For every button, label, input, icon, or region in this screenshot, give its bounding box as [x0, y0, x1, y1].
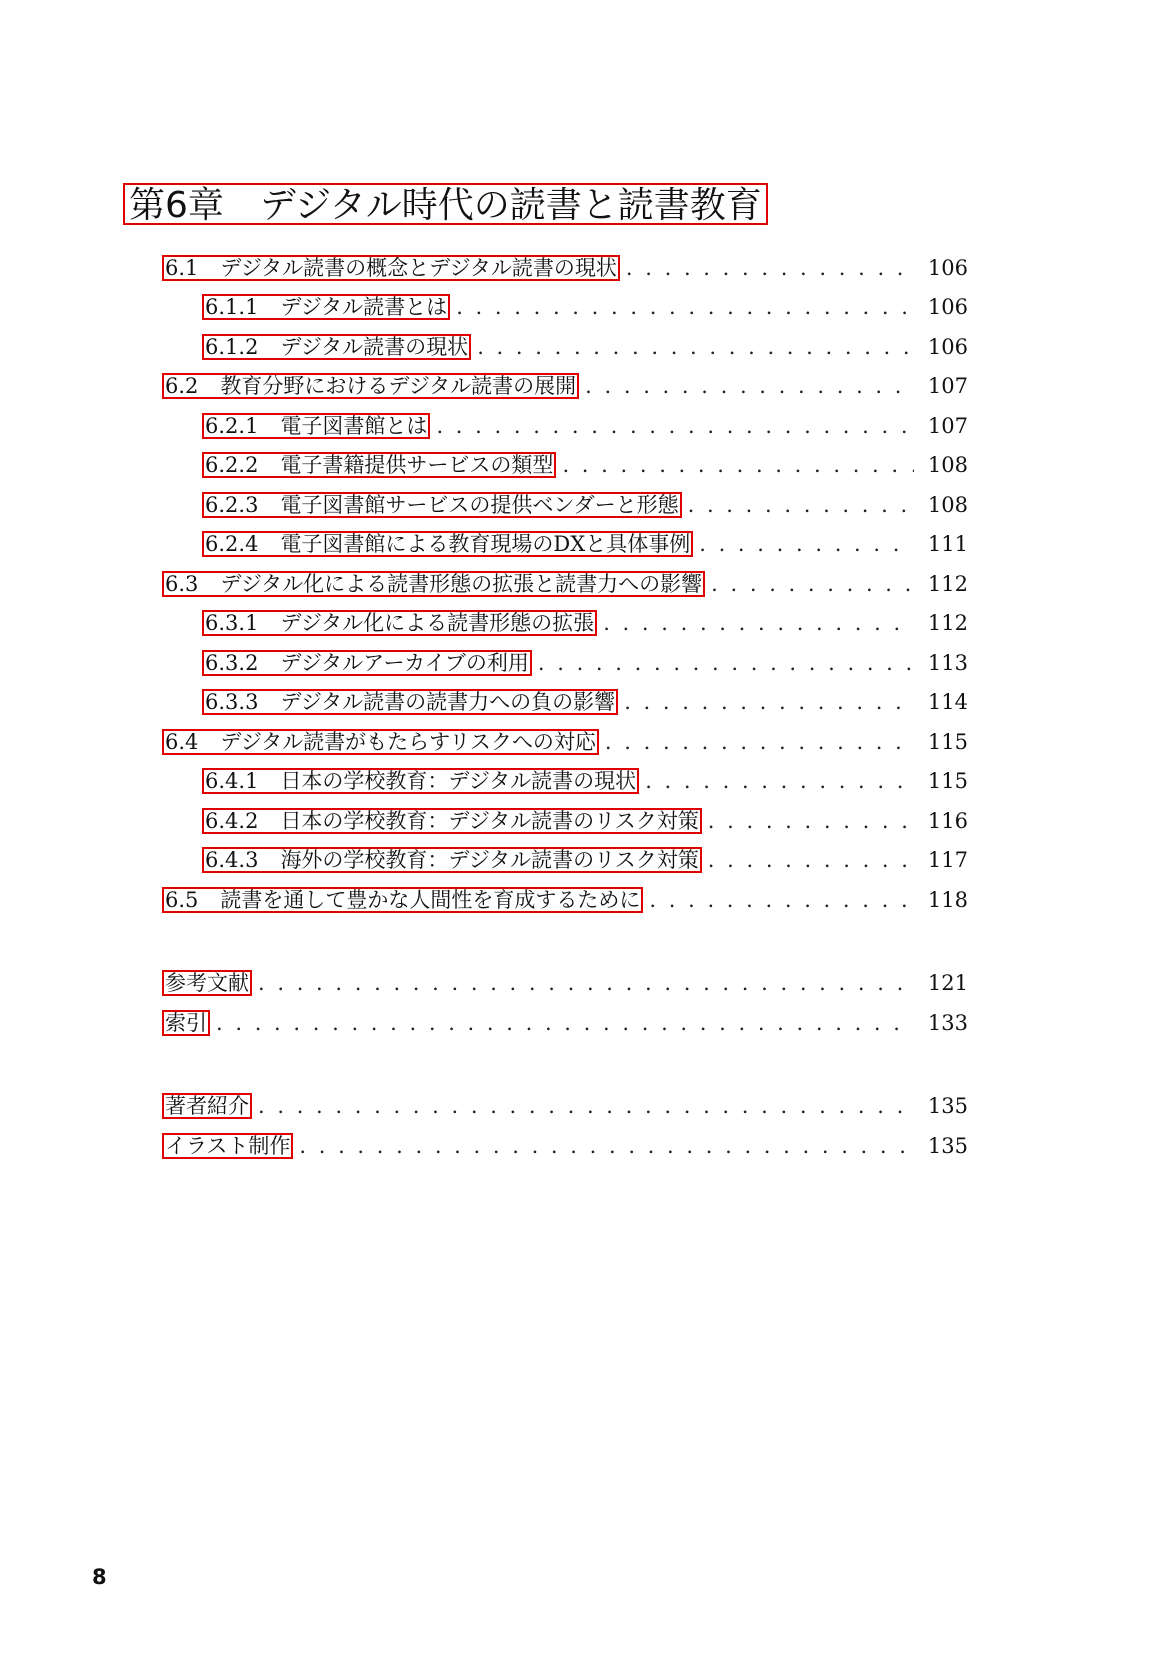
- section-title: デジタル読書の概念とデジタル読書の現状: [220, 255, 617, 280]
- toc-entry-6-3-3[interactable]: [162, 683, 968, 723]
- toc-entry-6-2[interactable]: [162, 367, 968, 407]
- section-number: 6.1.2: [205, 334, 259, 359]
- toc-entry-label: [202, 689, 618, 715]
- section-title: 参考文献: [165, 971, 249, 996]
- section-number: 6.1.1: [205, 295, 259, 320]
- dot-leader: [258, 1093, 914, 1119]
- section-title: 読書を通して豊かな人間性を育成するために: [220, 887, 641, 912]
- section-title: 電子図書館とは: [280, 413, 428, 438]
- dot-leader: [436, 413, 914, 439]
- dot-leader: [299, 1133, 914, 1159]
- toc-entry-label: [202, 768, 639, 794]
- toc-entry-label: [162, 887, 643, 913]
- dot-leader: [626, 255, 914, 281]
- toc-entry-references[interactable]: [162, 964, 968, 1004]
- toc-entry-6-1[interactable]: [162, 248, 968, 288]
- toc-entry-label: [202, 452, 556, 478]
- section-title: 電子図書館による教育現場のDXと具体事例: [280, 532, 691, 557]
- page-ref: 107: [927, 374, 968, 399]
- toc-entry-6-4[interactable]: [162, 722, 968, 762]
- section-number: 6.3.1: [205, 611, 259, 636]
- toc-entry-label: [162, 1093, 252, 1119]
- toc-entry-label: [202, 808, 702, 834]
- toc-entry-label: [162, 1010, 210, 1036]
- toc-entry-label: [202, 847, 702, 873]
- toc-entry-6-2-2[interactable]: [162, 446, 968, 486]
- page-ref: 115: [927, 769, 968, 794]
- page-ref: 112: [927, 611, 968, 636]
- toc-entry-6-3-1[interactable]: [162, 604, 968, 644]
- section-number: 6.2.2: [205, 453, 259, 478]
- toc-entry-6-1-1[interactable]: [162, 288, 968, 328]
- toc-entry-label: [202, 294, 450, 320]
- section-number: 6.5: [165, 887, 199, 912]
- page-ref: 116: [927, 808, 968, 833]
- page-ref: 106: [927, 295, 968, 320]
- toc-entry-label: [162, 373, 579, 399]
- section-number: 6.2.3: [205, 492, 259, 517]
- section-title: デジタル読書とは: [280, 295, 448, 320]
- dot-leader: [688, 492, 914, 518]
- section-title: デジタル読書の読書力への負の影響: [280, 690, 616, 715]
- dot-leader: [258, 970, 914, 996]
- dot-leader: [585, 373, 914, 399]
- toc-entry-label: [162, 255, 620, 281]
- toc-entry-label: [202, 334, 471, 360]
- section-title: 教育分野におけるデジタル読書の展開: [220, 374, 577, 399]
- section-number: 6.4.1: [205, 769, 259, 794]
- page-ref: 133: [927, 1010, 968, 1035]
- section-title: 電子図書館サービスの提供ベンダーと形態: [280, 492, 679, 517]
- dot-leader: [645, 768, 914, 794]
- section-title: 日本の学校教育：デジタル読書のリスク対策: [280, 808, 699, 833]
- section-number: 6.4.3: [205, 848, 259, 873]
- dot-leader: [708, 847, 914, 873]
- page-ref: 114: [927, 690, 968, 715]
- toc-entry-6-4-3[interactable]: [162, 841, 968, 881]
- section-title: デジタル読書がもたらすリスクへの対応: [220, 729, 596, 754]
- toc-entry-label: [162, 729, 599, 755]
- dot-leader: [538, 650, 914, 676]
- page-ref: 135: [927, 1094, 968, 1119]
- dot-leader: [562, 452, 914, 478]
- section-title: デジタル化による読書形態の拡張と読書力への影響: [220, 571, 703, 596]
- toc-entry-6-3[interactable]: [162, 564, 968, 604]
- section-title: 索引: [165, 1010, 207, 1035]
- page-ref: 111: [927, 532, 968, 557]
- page-ref: 135: [927, 1133, 968, 1158]
- toc-entry-6-5[interactable]: [162, 880, 968, 920]
- section-title: デジタルアーカイブの利用: [280, 650, 529, 675]
- toc-entry-label: [202, 531, 693, 557]
- section-title: デジタル化による読書形態の拡張: [280, 611, 595, 636]
- section-number: 6.3.3: [205, 690, 259, 715]
- toc-entry-index[interactable]: [162, 1003, 968, 1043]
- section-title: デジタル読書の現状: [280, 334, 469, 359]
- toc-entry-label: [202, 650, 532, 676]
- toc-entry-label: [162, 970, 252, 996]
- dot-leader: [711, 571, 914, 597]
- toc-entry-author-profile[interactable]: [162, 1087, 968, 1127]
- page-ref: 106: [927, 334, 968, 359]
- page-ref: 112: [927, 571, 968, 596]
- toc-entry-6-2-3[interactable]: [162, 485, 968, 525]
- chapter-title: 第6章 デジタル時代の読書と読書教育: [123, 183, 768, 225]
- section-title: 著者紹介: [165, 1094, 249, 1119]
- toc-entry-6-3-2[interactable]: [162, 643, 968, 683]
- toc-entry-label: [162, 571, 705, 597]
- page-ref: 118: [927, 887, 968, 912]
- section-title: 日本の学校教育：デジタル読書の現状: [280, 769, 637, 794]
- dot-leader: [477, 334, 914, 360]
- page-ref: 106: [927, 255, 968, 280]
- toc-entry-label: [202, 492, 682, 518]
- section-number: 6.3.2: [205, 650, 259, 675]
- toc-entry-6-4-1[interactable]: [162, 762, 968, 802]
- section-title: イラスト制作: [165, 1133, 291, 1158]
- dot-leader: [624, 689, 914, 715]
- page-ref: 108: [927, 492, 968, 517]
- page-ref: 113: [927, 650, 968, 675]
- section-number: 6.4.2: [205, 808, 259, 833]
- section-number: 6.4: [165, 729, 199, 754]
- toc-entry-label: [202, 610, 597, 636]
- toc-entry-6-2-4[interactable]: [162, 525, 968, 565]
- dot-leader: [708, 808, 914, 834]
- page-ref: 115: [927, 729, 968, 754]
- dot-leader: [699, 531, 914, 557]
- section-number: 6.1: [165, 255, 199, 280]
- toc-entry-label: [162, 1133, 293, 1159]
- section-title: 海外の学校教育：デジタル読書のリスク対策: [280, 848, 699, 873]
- toc-entry-6-4-2[interactable]: [162, 801, 968, 841]
- table-of-contents: [162, 248, 968, 1166]
- section-number: 6.2.4: [205, 532, 259, 557]
- toc-entry-label: [202, 413, 430, 439]
- section-number: 6.2.1: [205, 413, 259, 438]
- toc-entry-6-1-2[interactable]: [162, 327, 968, 367]
- section-number: 6.2: [165, 374, 199, 399]
- toc-entry-illustration-credits[interactable]: [162, 1126, 968, 1166]
- dot-leader: [649, 887, 914, 913]
- page-number: 8: [92, 1565, 107, 1589]
- page-ref: 121: [927, 971, 968, 996]
- page-ref: 108: [927, 453, 968, 478]
- section-number: 6.3: [165, 571, 199, 596]
- dot-leader: [216, 1010, 914, 1036]
- page-ref: 107: [927, 413, 968, 438]
- dot-leader: [605, 729, 914, 755]
- page-ref: 117: [927, 848, 968, 873]
- dot-leader: [456, 294, 914, 320]
- section-title: 電子書籍提供サービスの類型: [280, 453, 554, 478]
- dot-leader: [603, 610, 914, 636]
- toc-entry-6-2-1[interactable]: [162, 406, 968, 446]
